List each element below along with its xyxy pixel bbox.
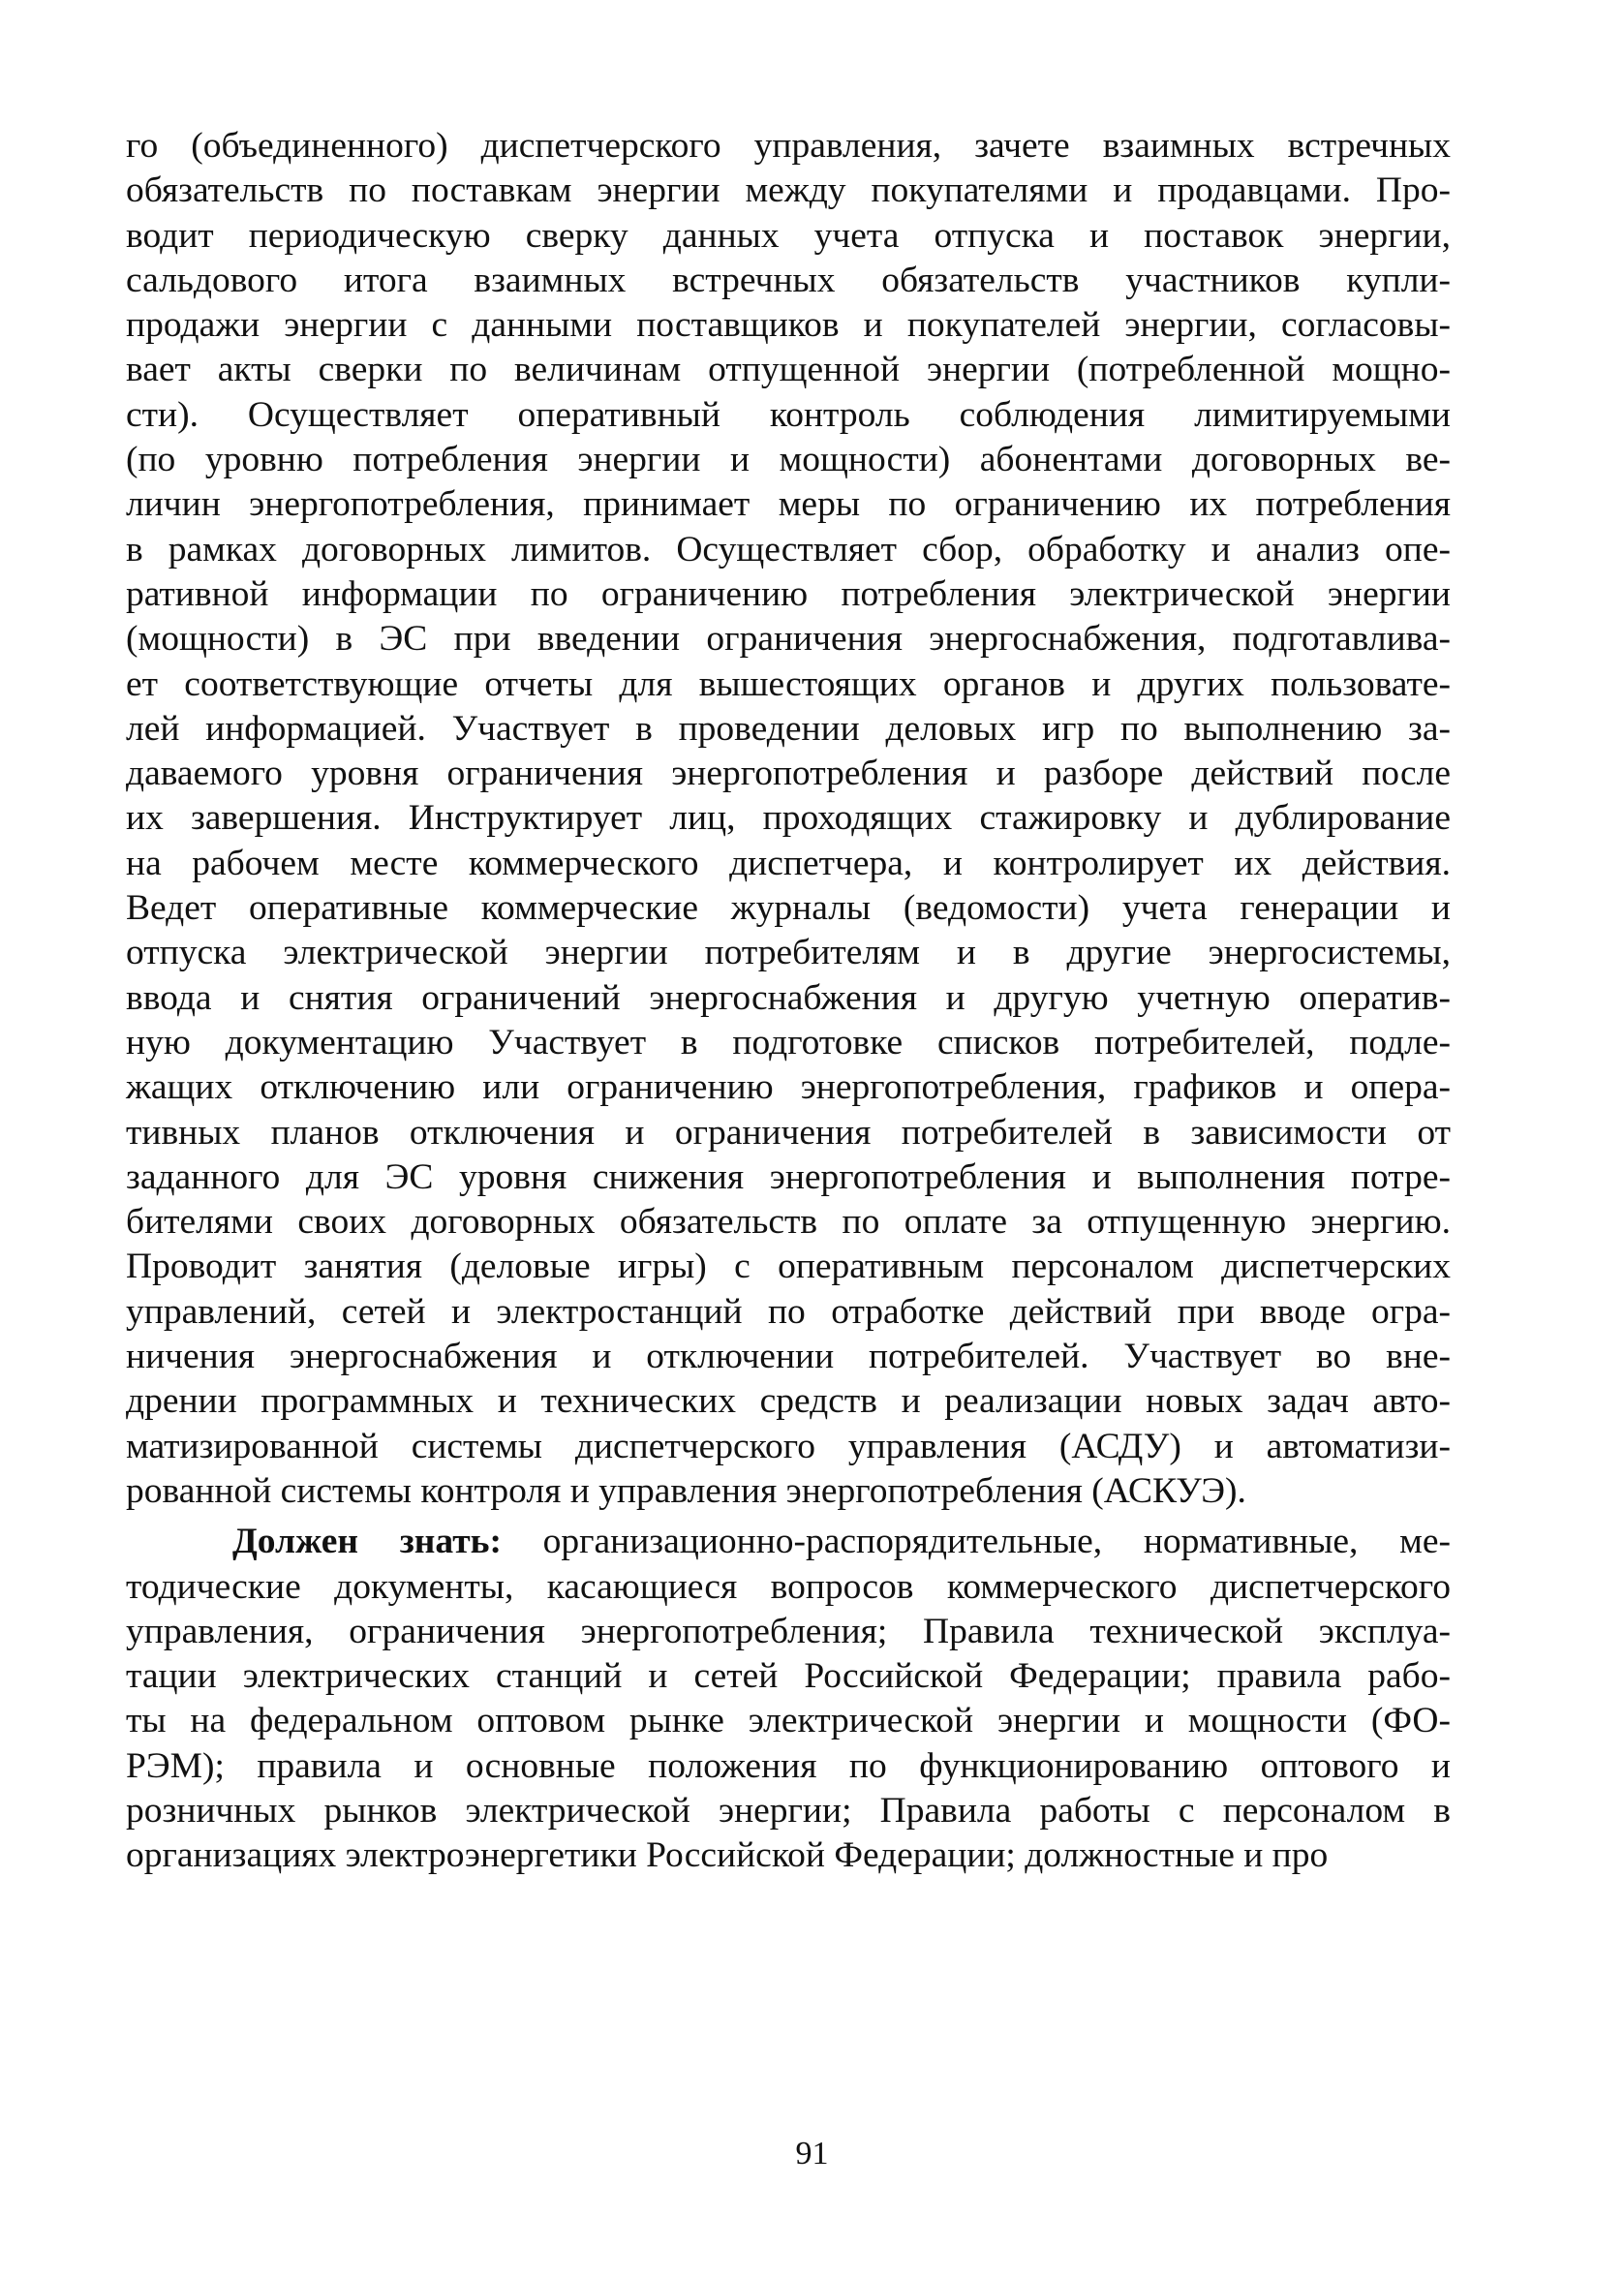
text-line: Ведет оперативные коммерческие журналы (ведомости) учета генерации и [126,888,1451,929]
text-line: матизированной системы диспетчерского управления (АСДУ) и автоматизи- [126,1426,1451,1466]
text-line: продажи энергии с данными поставщиков и покупателей энергии, согласовы- [126,305,1451,346]
text-line: их завершения. Инструктирует лиц, проходящих стажировку и дублирование [126,798,1451,839]
page-body [126,124,1451,1879]
text-line: жащих отключению или ограничению энергопотребления, графиков и опера- [126,1067,1451,1108]
must-know-first-line: организационно-распорядительные, нормативные, ме- [501,1522,1451,1562]
text-line: розничных рынков электрической энергии; Правила работы с персоналом в [126,1790,1451,1831]
text-line: обязательств по поставкам энергии между покупателями и продавцами. Про- [126,170,1451,211]
text-line: вает акты сверки по величинам отпущенной энергии (потребленной мощно- [126,350,1451,390]
text-line: (мощности) в ЭС при введении ограничения энергоснабжения, подготавлива- [126,619,1451,660]
text-line: бителями своих договорных обязательств по оплате за отпущенную энергию. [126,1202,1451,1243]
text-line: ничения энергоснабжения и отключении потребителей. Участвует во вне- [126,1337,1451,1377]
text-line: рованной системы контроля и управления энергопотребления (АСКУЭ). [126,1470,1246,1511]
text-line: тации электрических станций и сетей Российской Федерации; правила рабо- [126,1656,1451,1697]
text-line [126,1520,1451,1564]
must-know-lead: Должен знать: [232,1522,502,1562]
text-line: в рамках договорных лимитов. Осуществляет сбор, обработку и анализ опе- [126,529,1451,570]
text-line: на рабочем месте коммерческого диспетчера, и контролирует их действия. [126,843,1451,883]
text-line: ввода и снятия ограничений энергоснабжения и другую учетную оператив- [126,977,1451,1018]
text-line: дрении программных и технических средств и реализации новых задач авто- [126,1381,1451,1422]
text-line: тодические документы, касающиеся вопросов коммерческого диспетчерского [126,1566,1451,1607]
paragraph-must-know [126,1520,1451,1878]
text-line: ную документацию Участвует в подготовке списков потребителей, подле- [126,1022,1451,1063]
text-line: заданного для ЭС уровня снижения энергопотребления и выполнения потре- [126,1156,1451,1197]
text-line: ты на федеральном оптовом рынке электрической энергии и мощности (ФО- [126,1701,1451,1741]
text-line: ративной информации по ограничению потребления электрической энергии [126,573,1451,614]
text-line: (по уровню потребления энергии и мощности) абонентами договорных ве- [126,440,1451,480]
text-line: сальдового итога взаимных встречных обязательств участников купли- [126,260,1451,300]
text-line: РЭМ); правила и основные положения по функционированию оптового и [126,1745,1451,1786]
text-line: водит периодическую сверку данных учета отпуска и поставок энергии, [126,215,1451,256]
text-line: управления, ограничения энергопотребления; Правила технической эксплуа- [126,1611,1451,1651]
paragraph-duties [126,124,1451,1514]
text-line: организациях электроэнергетики Российской Федерации; должностные и про [126,1835,1329,1876]
text-line: сти). Осуществляет оперативный контроль соблюдения лимитируемыми [126,394,1451,435]
text-line: ет соответствующие отчеты для вышестоящих органов и других пользовате- [126,663,1451,704]
text-line: лей информацией. Участвует в проведении деловых игр по выполнению за- [126,708,1451,749]
text-line: даваемого уровня ограничения энергопотребления и разборе действий после [126,754,1451,794]
text-line: Проводит занятия (деловые игры) с оперативным персоналом диспетчерских [126,1247,1451,1287]
text-line: управлений, сетей и электростанций по отработке действий при вводе огра- [126,1291,1451,1332]
text-line: го (объединенного) диспетчерского управления, зачете взаимных встречных [126,126,1451,166]
page-number: 91 [795,2136,829,2171]
text-line: отпуска электрической энергии потребителям и в другие энергосистемы, [126,933,1451,973]
text-line: личин энергопотребления, принимает меры по ограничению их потребления [126,484,1451,525]
text-line: тивных планов отключения и ограничения потребителей в зависимости от [126,1112,1451,1153]
